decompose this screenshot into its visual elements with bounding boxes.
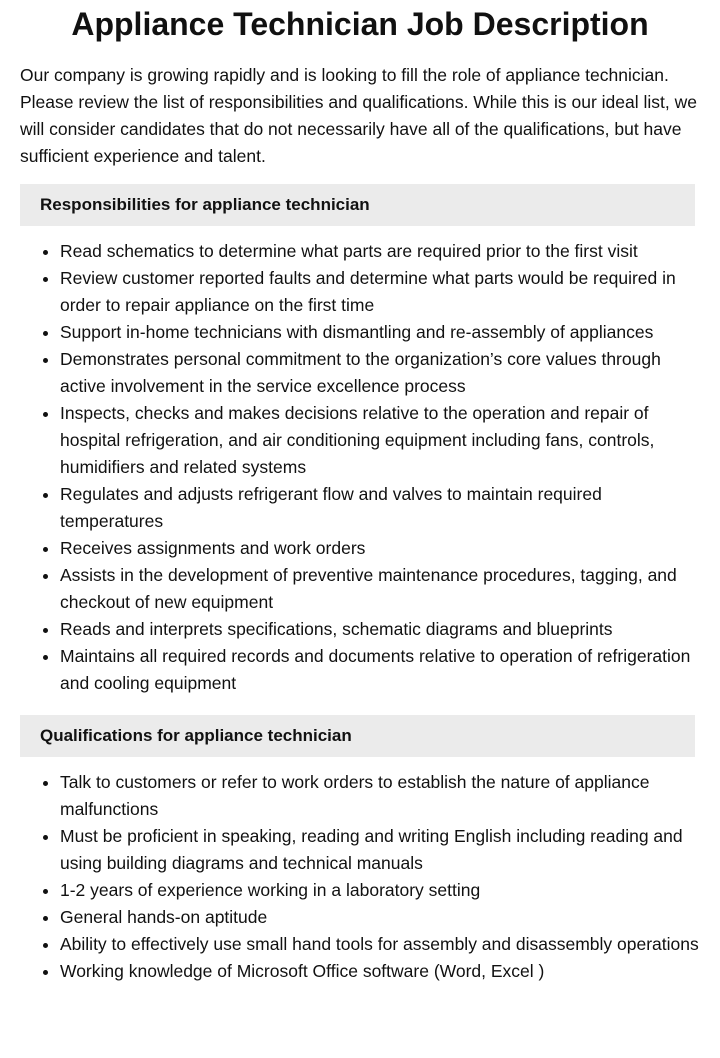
list-item: • Must be proficient in speaking, reading and writing English including reading and using building diagrams and technical manuals xyxy=(60,823,700,877)
list-item: • Inspects, checks and makes decisions relative to the operation and repair of hospital refrigeration, and air conditioning equipment including fans, controls, humidifiers and related systems xyxy=(60,400,700,481)
intro-paragraph: Our company is growing rapidly and is looking to fill the role of appliance technician. Please review the list of responsibilities and qualifications. While this is our ideal list, we will consider candidates that do not necessarily have all of the qualifications, but have sufficient experience and talent. xyxy=(20,65,697,166)
list-item: • Talk to customers or refer to work orders to establish the nature of appliance malfunctions xyxy=(60,769,700,823)
responsibilities-list xyxy=(20,238,700,697)
qualifications-list xyxy=(20,769,700,985)
list-item: • Ability to effectively use small hand tools for assembly and disassembly operations xyxy=(60,931,700,958)
list-item: • Receives assignments and work orders xyxy=(60,535,700,562)
list-item: • Reads and interprets specifications, schematic diagrams and blueprints xyxy=(60,616,700,643)
list-item: • Maintains all required records and documents relative to operation of refrigeration and cooling equipment xyxy=(60,643,700,697)
list-item: • Regulates and adjusts refrigerant flow and valves to maintain required temperatures xyxy=(60,481,700,535)
list-item: • General hands-on aptitude xyxy=(60,904,700,931)
list-item: • Demonstrates personal commitment to the organization’s core values through active involvement in the service excellence process xyxy=(60,346,700,400)
list-item: • Review customer reported faults and determine what parts would be required in order to repair appliance on the first time xyxy=(60,265,700,319)
qualifications-heading: Qualifications for appliance technician xyxy=(20,715,695,757)
list-item: • Assists in the development of preventive maintenance procedures, tagging, and checkout of new equipment xyxy=(60,562,700,616)
responsibilities-heading: Responsibilities for appliance technician xyxy=(20,184,695,226)
page-title: Appliance Technician Job Description xyxy=(71,6,649,42)
list-item: • 1-2 years of experience working in a laboratory setting xyxy=(60,877,700,904)
list-item: • Read schematics to determine what parts are required prior to the first visit xyxy=(60,238,700,265)
list-item: • Support in-home technicians with dismantling and re-assembly of appliances xyxy=(60,319,700,346)
list-item: • Working knowledge of Microsoft Office software (Word, Excel ) xyxy=(60,958,700,985)
